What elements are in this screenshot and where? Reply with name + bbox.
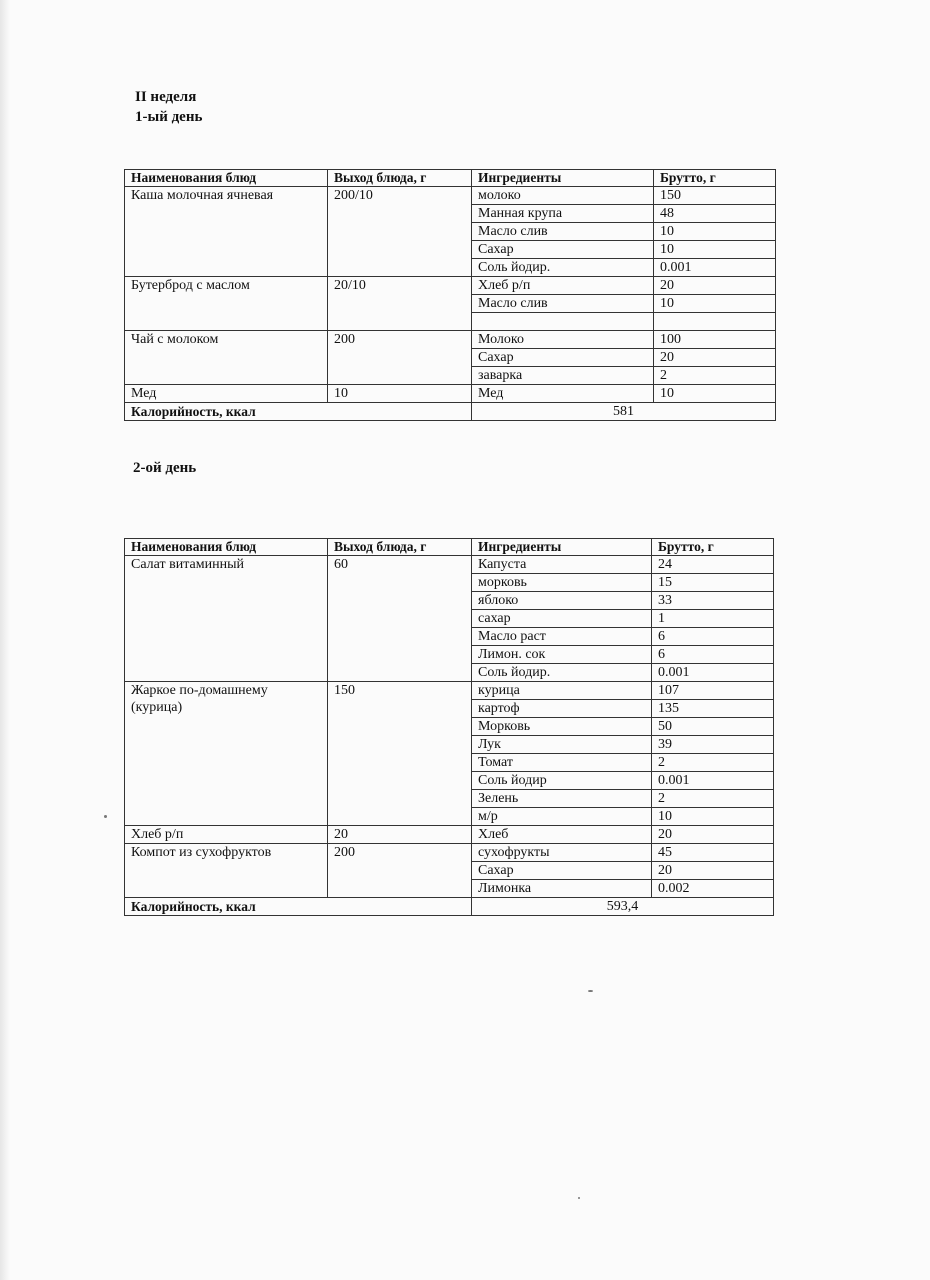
ingredient-gross: 10 [654,295,776,313]
scan-speck [578,1197,580,1199]
ingredient-gross: 20 [652,826,774,844]
ingredient-gross: 2 [652,790,774,808]
ingredient-gross: 20 [652,862,774,880]
dish-name: Жаркое по-домашнему (курица) [125,682,328,826]
ingredient-gross: 20 [654,349,776,367]
ingredient-gross: 0.002 [652,880,774,898]
ingredient-gross: 107 [652,682,774,700]
dish-name: Хлеб р/п [125,826,328,844]
calories-label: Калорийность, ккал [125,403,472,421]
header-ingredients: Ингредиенты [472,539,652,556]
ingredient-gross: 6 [652,646,774,664]
calories-row [125,898,774,916]
day2-menu-table [124,538,774,916]
ingredient-gross: 10 [652,808,774,826]
day2-title: 2-ой день [133,460,197,476]
ingredient-name: Манная крупа [472,205,654,223]
ingredient-name: Соль йодир [472,772,652,790]
table-row [125,682,774,700]
ingredient-gross: 39 [652,736,774,754]
ingredient-name: Масло слив [472,223,654,241]
ingredient-name: Томат [472,754,652,772]
ingredient-gross: 45 [652,844,774,862]
day1-table-body [125,187,776,403]
header-dish: Наименования блюд [125,170,328,187]
ingredient-gross: 48 [654,205,776,223]
ingredient-name: Сахар [472,349,654,367]
ingredient-name: сахар [472,610,652,628]
table-row [125,556,774,574]
dish-name: Чай с молоком [125,331,328,385]
ingredient-gross: 135 [652,700,774,718]
ingredient-name: яблоко [472,592,652,610]
dish-name: Мед [125,385,328,403]
ingredient-name: заварка [472,367,654,385]
dish-name: Бутерброд с маслом [125,277,328,331]
calories-value: 581 [472,403,776,421]
ingredient-gross: 10 [654,241,776,259]
scan-edge [0,0,10,1280]
header-yield: Выход блюда, г [328,539,472,556]
table-row [125,826,774,844]
day2-table-body [125,556,774,898]
day1-menu-table [124,169,776,421]
ingredient-name: Лимон. сок [472,646,652,664]
table-row [125,331,776,349]
ingredient-gross: 0.001 [654,259,776,277]
table-row [125,844,774,862]
dish-name: Каша молочная ячневая [125,187,328,277]
ingredient-gross: 10 [654,223,776,241]
ingredient-name: Масло слив [472,295,654,313]
ingredient-gross: 20 [654,277,776,295]
header-gross: Брутто, г [654,170,776,187]
header-yield: Выход блюда, г [328,170,472,187]
dish-yield: 200 [328,844,472,898]
ingredient-name: Масло раст [472,628,652,646]
ingredient-gross: 50 [652,718,774,736]
ingredient-name: Сахар [472,862,652,880]
ingredient-name: Капуста [472,556,652,574]
table-header-row [125,539,774,556]
ingredient-name: Лимонка [472,880,652,898]
calories-value: 593,4 [472,898,774,916]
ingredient-gross: 150 [654,187,776,205]
ingredient-gross: 6 [652,628,774,646]
ingredient-gross: 2 [652,754,774,772]
ingredient-name: Зелень [472,790,652,808]
header-dish: Наименования блюд [125,539,328,556]
ingredient-name: Сахар [472,241,654,259]
dish-yield: 20 [328,826,472,844]
ingredient-gross: 15 [652,574,774,592]
ingredient-name: Соль йодир. [472,259,654,277]
ingredient-name: картоф [472,700,652,718]
ingredient-name: молоко [472,187,654,205]
table-row [125,277,776,295]
dish-yield: 200/10 [328,187,472,277]
ingredient-name: Морковь [472,718,652,736]
ingredient-name: Хлеб [472,826,652,844]
ingredient-name: Хлеб р/п [472,277,654,295]
ingredient-gross: 2 [654,367,776,385]
dish-name: Компот из сухофруктов [125,844,328,898]
ingredient-gross: 1 [652,610,774,628]
dish-name: Салат витаминный [125,556,328,682]
calories-label: Калорийность, ккал [125,898,472,916]
ingredient-name: м/р [472,808,652,826]
table-row [125,385,776,403]
scan-speck [104,815,107,818]
ingredient-gross: 100 [654,331,776,349]
ingredient-name: морковь [472,574,652,592]
ingredient-name: Мед [472,385,654,403]
ingredient-name [472,313,654,331]
dish-yield: 200 [328,331,472,385]
table-row [125,187,776,205]
ingredient-gross: 10 [654,385,776,403]
day1-title: 1-ый день [135,109,203,125]
dish-yield: 10 [328,385,472,403]
week-title: II неделя [135,89,197,105]
ingredient-name: курица [472,682,652,700]
ingredient-gross: 24 [652,556,774,574]
ingredient-name: сухофрукты [472,844,652,862]
ingredient-gross: 0.001 [652,772,774,790]
ingredient-name: Лук [472,736,652,754]
scan-speck [588,990,593,992]
ingredient-name: Молоко [472,331,654,349]
dish-yield: 60 [328,556,472,682]
header-gross: Брутто, г [652,539,774,556]
ingredient-gross: 0.001 [652,664,774,682]
dish-yield: 20/10 [328,277,472,331]
ingredient-gross [654,313,776,331]
ingredient-name: Соль йодир. [472,664,652,682]
calories-row [125,403,776,421]
header-ingredients: Ингредиенты [472,170,654,187]
table-header-row [125,170,776,187]
ingredient-gross: 33 [652,592,774,610]
dish-yield: 150 [328,682,472,826]
